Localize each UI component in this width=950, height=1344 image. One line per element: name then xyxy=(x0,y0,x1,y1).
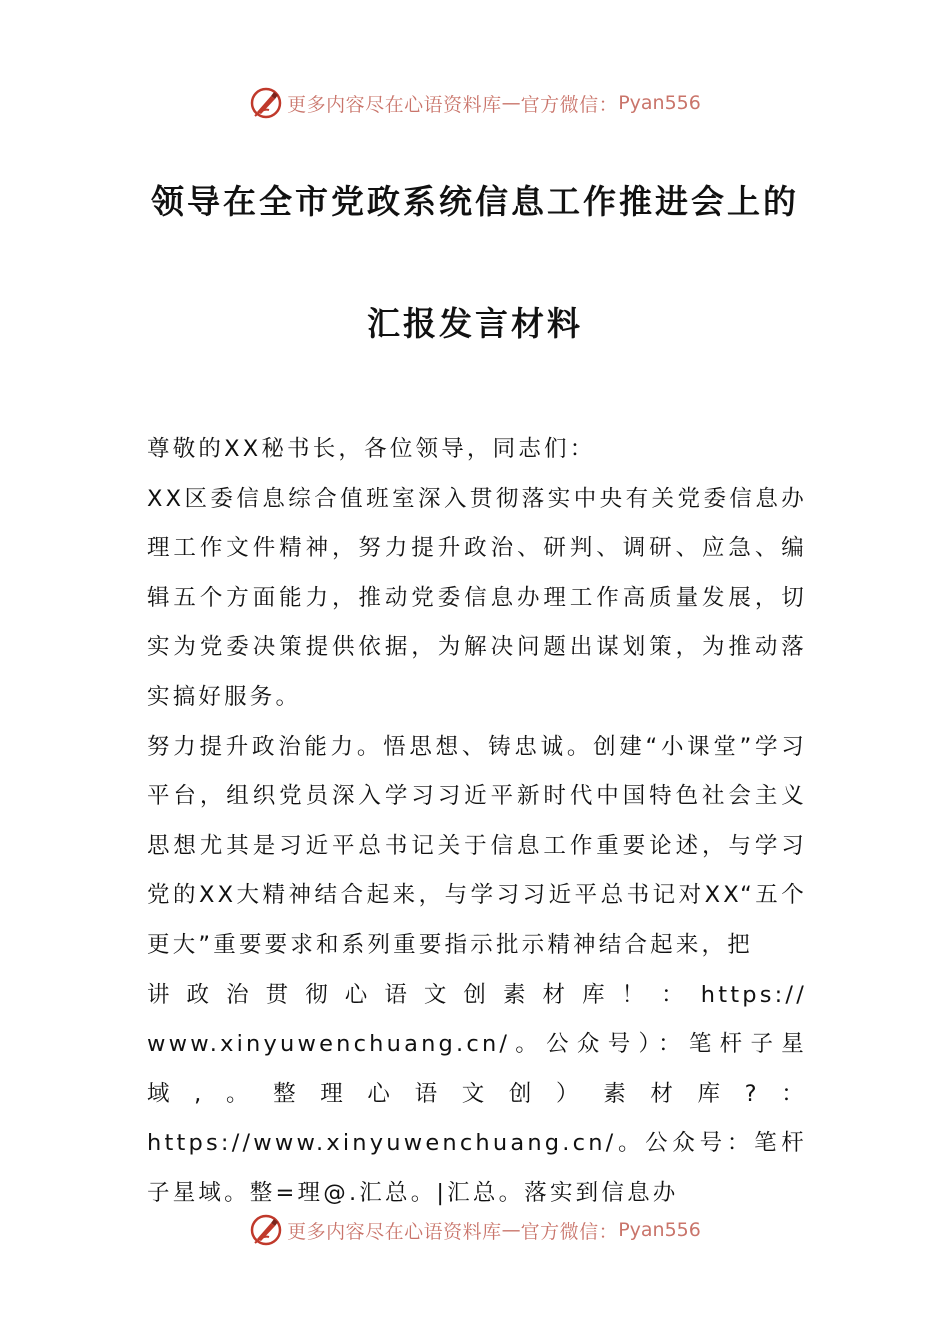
banner-wechat-id: Pyan556 xyxy=(618,92,701,114)
greeting-paragraph: 尊敬的XX秘书长，各位领导，同志们： xyxy=(147,436,596,462)
banner-separator: — xyxy=(501,1219,521,1241)
header-watermark-banner xyxy=(0,83,950,123)
banner-text: 更多内容尽在心语资料库 xyxy=(287,1220,502,1243)
footer-watermark-banner xyxy=(0,1210,950,1250)
banner-text: 更多内容尽在心语资料库 xyxy=(287,93,502,116)
pen-logo-icon xyxy=(249,1213,283,1247)
banner-separator: — xyxy=(501,92,521,114)
banner-official-label: 官方微信： xyxy=(520,93,619,116)
political-ability-text-continued: www.xinyuwenchuang.cn/。公众号）：笔杆子星域,。整理心语文创）素材库?：https://www.xinyuwenchuang.cn/。公众号：笔杆子星域。整=理@.汇总。|汇总。落实到信息办 xyxy=(147,1031,807,1206)
political-ability-text: 努力提升政治能力。悟思想、铸忠诚。创建“小课堂”学习平台，组织党员深入学习习近平新时代中国特色社会主义思想尤其是习近平总书记关于信息工作重要论述，与学习党的XX大精神结合起来，与学习习近平总书记对XX“五个更大”重要要求和系列重要指示批示精神结合起来，把 xyxy=(147,733,807,958)
document-title-line-2: 汇报发言材料 xyxy=(367,304,583,343)
pen-logo-icon xyxy=(249,86,283,120)
document-body xyxy=(147,425,807,1219)
intro-paragraph: XX区委信息综合值班室深入贯彻落实中央有关党委信息办理工作文件精神，努力提升政治、研判、调研、应急、编辑五个方面能力，推动党委信息办理工作高质量发展，切实为党委决策提供依据，为解决问题出谋划策，为推动落实搞好服务。 xyxy=(147,485,807,710)
political-ability-paragraph xyxy=(147,723,807,1219)
banner-wechat-id: Pyan556 xyxy=(618,1219,701,1241)
banner-official-label: 官方微信： xyxy=(520,1220,619,1243)
spread-line: 讲政治贯彻心语文创素材库！：https:// xyxy=(147,981,807,1008)
document-title-line-1: 领导在全市党政系统信息工作推进会上的 xyxy=(151,182,799,221)
